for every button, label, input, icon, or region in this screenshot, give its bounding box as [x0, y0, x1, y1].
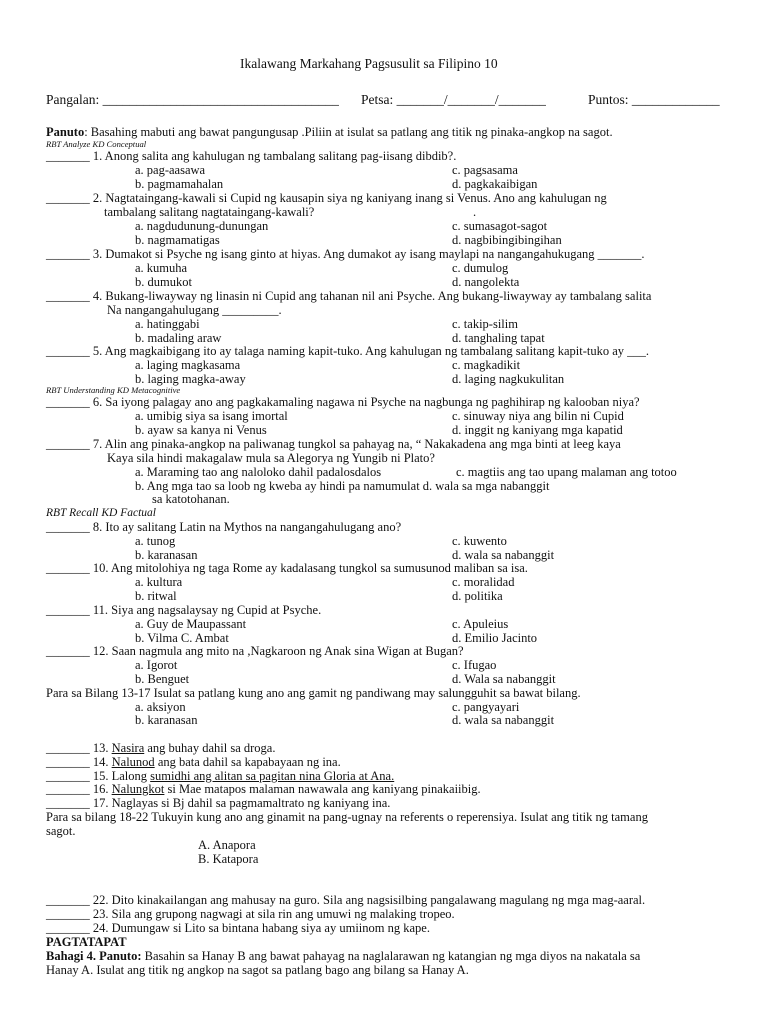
- q11-choice-d: d. Emilio Jacinto: [452, 631, 538, 645]
- instructions-18-22-cont: sagot.: [46, 824, 76, 838]
- q1-choice-c: c. pagsasama: [452, 163, 518, 177]
- q13-underlined-verb: Nasira: [111, 741, 145, 755]
- question-3: _______ 3. Dumakot si Psyche ng isang ginto at hiyas. Ang dumakot ay isang maylapi na nangangahukugang _______.: [46, 247, 645, 261]
- name-field: Pangalan: ___________________________________: [46, 92, 339, 107]
- set18-option-b: B. Katapora: [198, 852, 259, 866]
- q5-choice-a: a. laging magkasama: [135, 358, 241, 372]
- date-field: Petsa: _______/_______/_______: [361, 92, 546, 107]
- question-14: [46, 755, 341, 769]
- q8-choice-a: a. tunog: [135, 534, 176, 548]
- q6-choice-c: c. sinuway niya ang bilin ni Cupid: [452, 409, 624, 423]
- q2-choice-d: d. nagbibingibingihan: [452, 233, 562, 247]
- question-17: _______ 17. Naglayas si Bj dahil sa pagmamaltrato ng kaniyang ina.: [46, 796, 391, 810]
- q8-choice-b: b. karanasan: [135, 548, 198, 562]
- q13-blank: _______ 13.: [46, 741, 112, 755]
- directions: [46, 125, 613, 139]
- set13-choice-b: b. karanasan: [135, 713, 198, 727]
- question-8: _______ 8. Ito ay salitang Latin na Mythos na nangangahulugang ano?: [46, 520, 402, 534]
- q11-choice-c: c. Apuleius: [452, 617, 509, 631]
- q3-choice-d: d. nangolekta: [452, 275, 520, 289]
- q12-choice-b: b. Benguet: [135, 672, 190, 686]
- q8-choice-d: d. wala sa nabanggit: [452, 548, 555, 562]
- q12-choice-c: c. Ifugao: [452, 658, 497, 672]
- q1-choice-b: b. pagmamahalan: [135, 177, 224, 191]
- question-10: _______ 10. Ang mitolohiya ng taga Rome ay kadalasang tungkol sa sumusunod maliban sa isa.: [46, 561, 528, 575]
- rbt-label-understanding: RBT Understanding KD Metacognitive: [46, 385, 181, 395]
- set13-choice-a: a. aksiyon: [135, 700, 186, 714]
- question-23: _______ 23. Sila ang grupong nagwagi at sila rin ang umuwi ng malaking tropeo.: [46, 907, 455, 921]
- question-6: _______ 6. Sa iyong palagay ano ang pagkakamaling nagawa ni Psyche na nagbunga ng paghihirap ng kalooban niya?: [46, 395, 640, 409]
- q10-choice-a: a. kultura: [135, 575, 183, 589]
- q11-choice-b: b. Vilma C. Ambat: [135, 631, 229, 645]
- q16-rest: si Mae matapos malaman nawawala ang kaniyang pinakaiibig.: [164, 782, 481, 796]
- rbt-label-analyze: RBT Analyze KD Conceptual: [46, 139, 147, 149]
- q2-choice-b: b. nagmamatigas: [135, 233, 220, 247]
- part-4-text: Basahin sa Hanay B ang bawat pahayag na naglalarawan ng katangian ng mga diyos na nakatala sa: [141, 949, 641, 963]
- q10-choice-c: c. moralidad: [452, 575, 515, 589]
- q2-dot: .: [473, 205, 477, 219]
- set13-choice-c: c. pangyayari: [452, 700, 520, 714]
- q16-underlined-verb: Nalungkot: [111, 782, 165, 796]
- directions-label: Panuto: [46, 125, 85, 139]
- part-4-directions-cont: Hanay A. Isulat ang titik ng angkop na sagot sa patlang bago ang bilang sa Hanay A.: [46, 963, 469, 977]
- q5-choice-d: d. laging nagkukulitan: [452, 372, 565, 386]
- q4-choice-d: d. tanghaling tapat: [452, 331, 545, 345]
- question-22: _______ 22. Dito kinakailangan ang mahusay na guro. Sila ang nagsisilbing pangalawang magulang ng mga mag-aaral.: [46, 893, 646, 907]
- instructions-18-22: Para sa bilang 18-22 Tukuyin kung ano ang ginamit na pang-ugnay na referents o reperensiya. Isulat ang titik ng tamang: [46, 810, 648, 824]
- question-7-cont: Kaya sila hindi makagalaw mula sa Alegorya ng Yungib ni Plato?: [107, 451, 435, 465]
- question-13: [46, 741, 275, 755]
- question-4: _______ 4. Bukang-liwayway ng linasin ni Cupid ang tahanan nil ani Psyche. Ang bukang-liwayway ay tambalang salita: [46, 289, 652, 303]
- part-4-label: Bahagi 4. Panuto:: [46, 949, 142, 963]
- q2-choice-c: c. sumasagot-sagot: [452, 219, 548, 233]
- q10-choice-b: b. ritwal: [135, 589, 177, 603]
- set18-option-a: A. Anapora: [198, 838, 256, 852]
- q4-choice-c: c. takip-silim: [452, 317, 518, 331]
- q12-choice-a: a. Igorot: [135, 658, 178, 672]
- exam-title: Ikalawang Markahang Pagsusulit sa Filipino 10: [240, 56, 498, 71]
- q6-choice-a: a. umibig siya sa isang imortal: [135, 409, 288, 423]
- rbt-label-recall: RBT Recall KD Factual: [46, 507, 156, 519]
- question-2: _______ 2. Nagtataingang-kawali si Cupid ng kausapin siya ng kaniyang inang si Venus. Ano ang kahulugan ng: [46, 191, 607, 205]
- q7-choice-b-and-d: b. Ang mga tao sa loob ng kweba ay hindi pa namumulat d. wala sa mga nabanggit: [135, 479, 550, 493]
- question-15: [46, 769, 394, 783]
- q15-underlined-verb: sumidhi ang alitan sa pagitan nina Gloria at Ana.: [150, 769, 395, 783]
- question-12: _______ 12. Saan nagmula ang mito na ,Nagkaroon ng Anak sina Wigan at Bugan?: [46, 644, 464, 658]
- question-1: _______ 1. Anong salita ang kahulugan ng tambalang salitang pag-iisang dibdib?.: [46, 149, 457, 163]
- question-4-cont: Na nangangahulugang _________.: [107, 303, 282, 317]
- q15-blank: _______ 15. Lalong: [46, 769, 151, 783]
- instructions-13-17: Para sa Bilang 13-17 Isulat sa patlang kung ano ang gamit ng pandiwang may salungguhit sa bawat bilang.: [46, 686, 581, 700]
- directions-text: : Basahing mabuti ang bawat pangungusap .Piliin at isulat sa patlang ang titik ng pinaka-angkop na sagot.: [84, 125, 613, 139]
- q6-choice-b: b. ayaw sa kanya ni Venus: [135, 423, 267, 437]
- q5-choice-b: b. laging magka-away: [135, 372, 246, 386]
- q1-choice-d: d. pagkakaibigan: [452, 177, 538, 191]
- q8-choice-c: c. kuwento: [452, 534, 507, 548]
- q13-rest: ang buhay dahil sa droga.: [144, 741, 276, 755]
- q1-choice-a: a. pag-aasawa: [135, 163, 206, 177]
- q3-choice-a: a. kumuha: [135, 261, 188, 275]
- question-24: _______ 24. Dumungaw si Lito sa bintana habang siya ay umiinom ng kape.: [46, 921, 430, 935]
- q14-blank: _______ 14.: [46, 755, 112, 769]
- question-7: _______ 7. Alin ang pinaka-angkop na paliwanag tungkol sa pahayag na, “ Nakakadena ang mga binti at leeg kaya: [46, 437, 621, 451]
- q14-underlined-verb: Nalunod: [111, 755, 155, 769]
- part-4-directions: [46, 949, 640, 963]
- q6-choice-d: d. inggit ng kaniyang mga kapatid: [452, 423, 623, 437]
- q11-choice-a: a. Guy de Maupassant: [135, 617, 247, 631]
- q4-choice-a: a. hatinggabi: [135, 317, 200, 331]
- q3-choice-c: c. dumulog: [452, 261, 509, 275]
- q5-choice-c: c. magkadikit: [452, 358, 521, 372]
- q7-choice-c: c. magtiis ang tao upang malaman ang totoo: [456, 465, 677, 479]
- q14-rest: ang bata dahil sa kapabayaan ng ina.: [154, 755, 341, 769]
- set13-choice-d: d. wala sa nabanggit: [452, 713, 555, 727]
- question-2-cont: tambalang salitang nagtataingang-kawali?: [104, 205, 315, 219]
- q2-choice-a: a. nagdudunung-dunungan: [135, 219, 269, 233]
- section-heading: PAGTATAPAT: [46, 935, 127, 949]
- score-field: Puntos: _____________: [588, 92, 720, 107]
- question-5: _______ 5. Ang magkaibigang ito ay talaga naming kapit-tuko. Ang kahulugan ng tambalang salitang kapit-tuko ay ___.: [46, 344, 650, 358]
- question-16: [46, 782, 481, 796]
- q10-choice-d: d. politika: [452, 589, 503, 603]
- q7-choice-b-cont: sa katotohanan.: [152, 492, 230, 506]
- q16-blank: _______ 16.: [46, 782, 112, 796]
- q3-choice-b: b. dumukot: [135, 275, 192, 289]
- q4-choice-b: b. madaling araw: [135, 331, 222, 345]
- question-11: _______ 11. Siya ang nagsalaysay ng Cupid at Psyche.: [46, 603, 322, 617]
- q12-choice-d: d. Wala sa nabanggit: [452, 672, 556, 686]
- q7-choice-a: a. Maraming tao ang naloloko dahil padalosdalos: [135, 465, 382, 479]
